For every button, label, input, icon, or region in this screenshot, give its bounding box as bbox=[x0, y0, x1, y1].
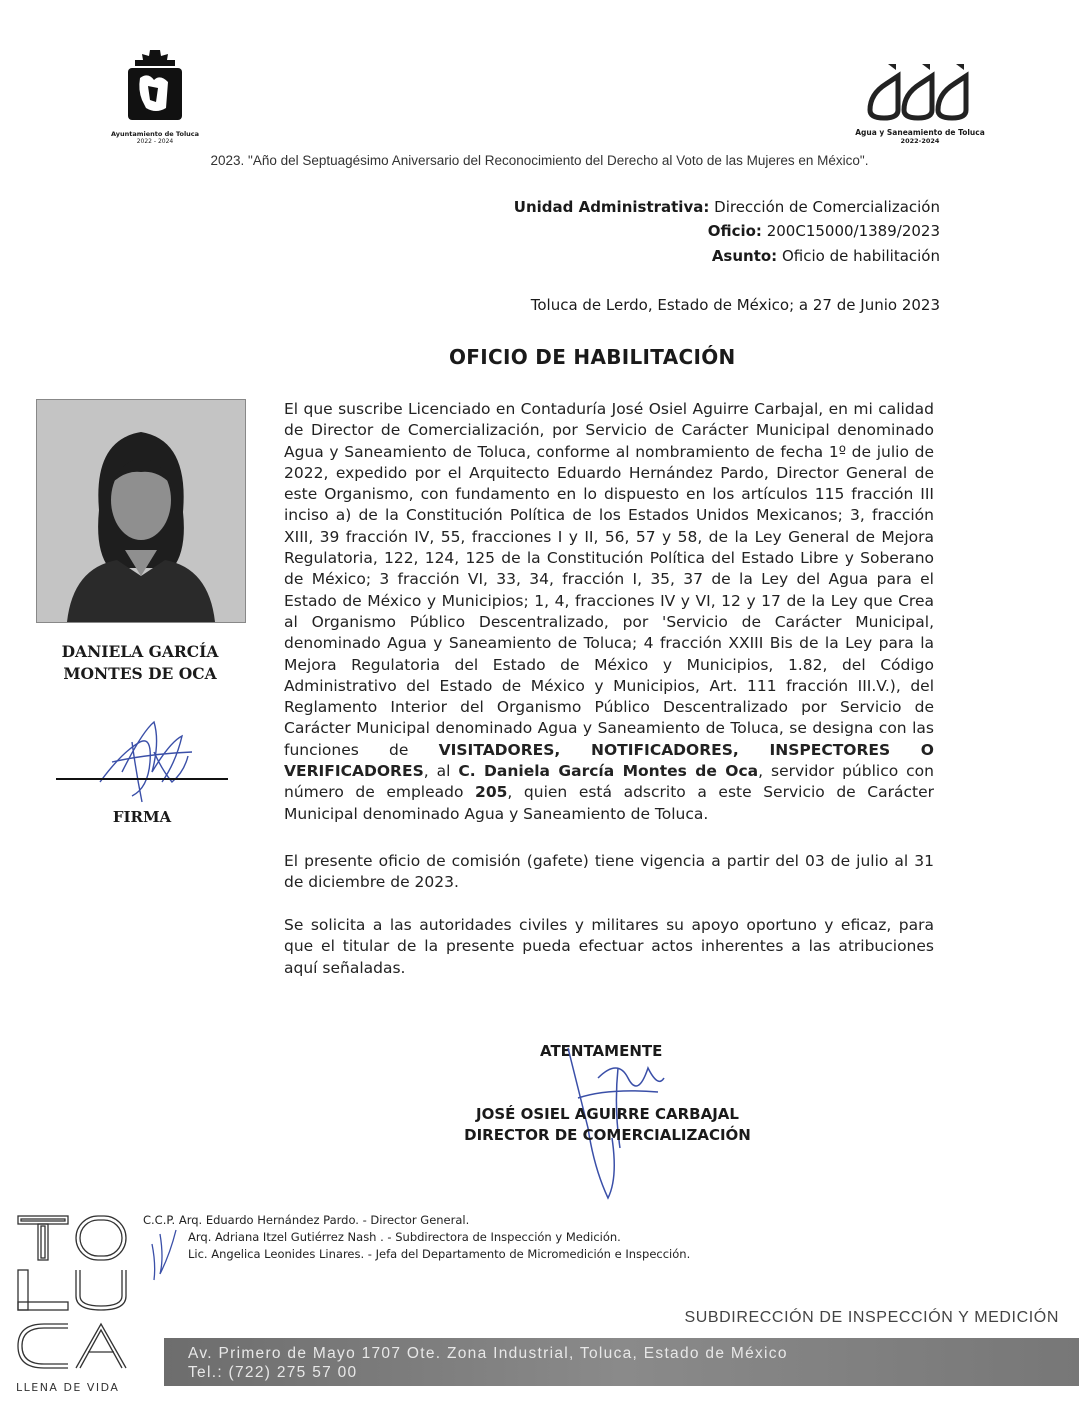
signature-line bbox=[56, 778, 228, 780]
unidad-administrativa-line bbox=[514, 198, 940, 216]
toluca-logo bbox=[14, 1212, 132, 1384]
footer-address-block bbox=[188, 1344, 788, 1382]
body-p1-roles: VISITADORES, NOTIFICADORES, INSPECTORES O VERIFICADORES bbox=[284, 740, 934, 781]
unidad-value: Dirección de Comercialización bbox=[714, 198, 940, 216]
oficio-line bbox=[708, 222, 940, 240]
person-name bbox=[20, 641, 260, 685]
body-p1-person: C. Daniela García Montes de Oca bbox=[458, 762, 759, 781]
director-name: JOSÉ OSIEL AGUIRRE CARBAJAL bbox=[476, 1105, 739, 1123]
ccp-line-3: Lic. Angelica Leonides Linares. - Jefa del Departamento de Micromedición e Inspección. bbox=[188, 1247, 691, 1261]
oficio-value: 200C15000/1389/2023 bbox=[766, 222, 940, 240]
organismo-caption: Agua y Saneamiento de Toluca bbox=[855, 128, 985, 137]
body-p1-part-b: , al bbox=[423, 762, 459, 781]
date-line: Toluca de Lerdo, Estado de México; a 27 de Junio 2023 bbox=[530, 296, 940, 314]
toluca-tagline: LLENA DE VIDA bbox=[16, 1381, 120, 1394]
footer-phone: Tel.: (722) 275 57 00 bbox=[188, 1364, 358, 1381]
ayuntamiento-crest-icon bbox=[120, 48, 190, 128]
person-silhouette-icon bbox=[37, 400, 245, 622]
agua-drops-icon bbox=[864, 60, 976, 122]
agua-saneamiento-logo bbox=[840, 60, 1000, 145]
director-signature-block bbox=[400, 1104, 815, 1146]
asunto-line bbox=[712, 247, 940, 265]
footer-address: Av. Primero de Mayo 1707 Ote. Zona Industrial, Toluca, Estado de México bbox=[188, 1345, 788, 1362]
body-paragraph-1 bbox=[284, 399, 934, 825]
firma-label: FIRMA bbox=[112, 808, 172, 826]
person-photo bbox=[36, 399, 246, 623]
ayuntamiento-years: 2022 - 2024 bbox=[136, 138, 174, 145]
toluca-outline-logo-icon bbox=[14, 1212, 132, 1380]
ayuntamiento-logo bbox=[100, 48, 210, 145]
atentamente-label: ATENTAMENTE bbox=[540, 1042, 663, 1060]
ccp-block bbox=[143, 1212, 690, 1263]
initials-scribble-icon bbox=[146, 1224, 180, 1284]
oficio-label: Oficio: bbox=[707, 222, 762, 240]
year-banner: 2023. "Año del Septuagésimo Aniversario del Reconocimiento del Derecho al Voto de las Mujeres en México". bbox=[210, 153, 869, 168]
organismo-years: 2022-2024 bbox=[900, 137, 940, 145]
body-paragraph-2: El presente oficio de comisión (gafete) tiene vigencia a partir del 03 de julio al 31 de diciembre de 2023. bbox=[284, 852, 934, 892]
asunto-label: Asunto: bbox=[711, 247, 778, 265]
subdireccion-label: SUBDIRECCIÓN DE INSPECCIÓN Y MEDICIÓN bbox=[684, 1309, 1059, 1326]
body-p1-part-c: , servidor público con número de empleado bbox=[284, 762, 934, 802]
body-p1-employee-number: 205 bbox=[475, 783, 508, 802]
person-signature-icon bbox=[92, 712, 202, 808]
document-title: OFICIO DE HABILITACIÓN bbox=[449, 345, 736, 369]
ccp-line-2: Arq. Adriana Itzel Gutiérrez Nash . - Subdirectora de Inspección y Medición. bbox=[188, 1230, 621, 1244]
ccp-line-1: C.C.P. Arq. Eduardo Hernández Pardo. - Director General. bbox=[143, 1213, 470, 1227]
person-name-line2: MONTES DE OCA bbox=[63, 664, 217, 683]
asunto-value: Oficio de habilitación bbox=[781, 247, 940, 265]
body-p1-part-a: El que suscribe Licenciado en Contaduría José Osiel Aguirre Carbajal, en mi calidad de Director de Comercialización, por Servicio de Carácter Municipal denominado Agua y Saneamiento de Toluca, conforme al nombramiento de fecha 1º de julio de 2022, expedido por el Arquitecto Eduardo Hernández Pardo, Director General de este Organismo, con fundamento en lo dispuesto en los artículos 115 fracción III inciso a) de la Constitución Política de los Estados Unidos Mexicanos; 3, fracción XIII, 39 fracción IV, 55, fracciones I y II, 56, 57 y 58, de la Ley General de Mejora Regulatoria, 122, 124, 125 de la Constitución Política del Estado Libre y Soberano de México; 3 fracción VI, 33, 34, fracción I, 35, 37 de la Ley del Agua para el Estado de México y Municipios; 1, 4, fracciones IV y VI, 12 y 17 de la Ley que Crea al Organismo Público Descentralizado, por 'Servicio de Carácter Municipal, denominado Agua y Saneamiento de Toluca; 4 fracción XXIII Bis de la Ley para la Mejora Regulatoria del Estado de México y Municipios, 1.82, del Código Administrativo del Estado de México y Municipios, Art. 111 fracción III.V.), del Reglamento Interior del Organismo Público Descentralizado por Servicio de Carácter Municipal denominado Agua y Saneamiento de Toluca, se designa con las funciones de bbox=[284, 400, 934, 759]
ayuntamiento-caption: Ayuntamiento de Toluca bbox=[110, 130, 200, 138]
director-position: DIRECTOR DE COMERCIALIZACIÓN bbox=[464, 1126, 751, 1144]
body-paragraph-3: Se solicita a las autoridades civiles y militares su apoyo oportuno y eficaz, para que el titular de la presente pueda efectuar actos inherentes a las atribuciones aquí señaladas. bbox=[284, 916, 934, 977]
body-p1-part-d: , quien está adscrito a este Servicio de Carácter Municipal denominado Agua y Saneamiento de Toluca. bbox=[284, 783, 934, 823]
person-name-line1: DANIELA GARCÍA bbox=[61, 642, 219, 661]
unidad-label: Unidad Administrativa: bbox=[513, 198, 710, 216]
